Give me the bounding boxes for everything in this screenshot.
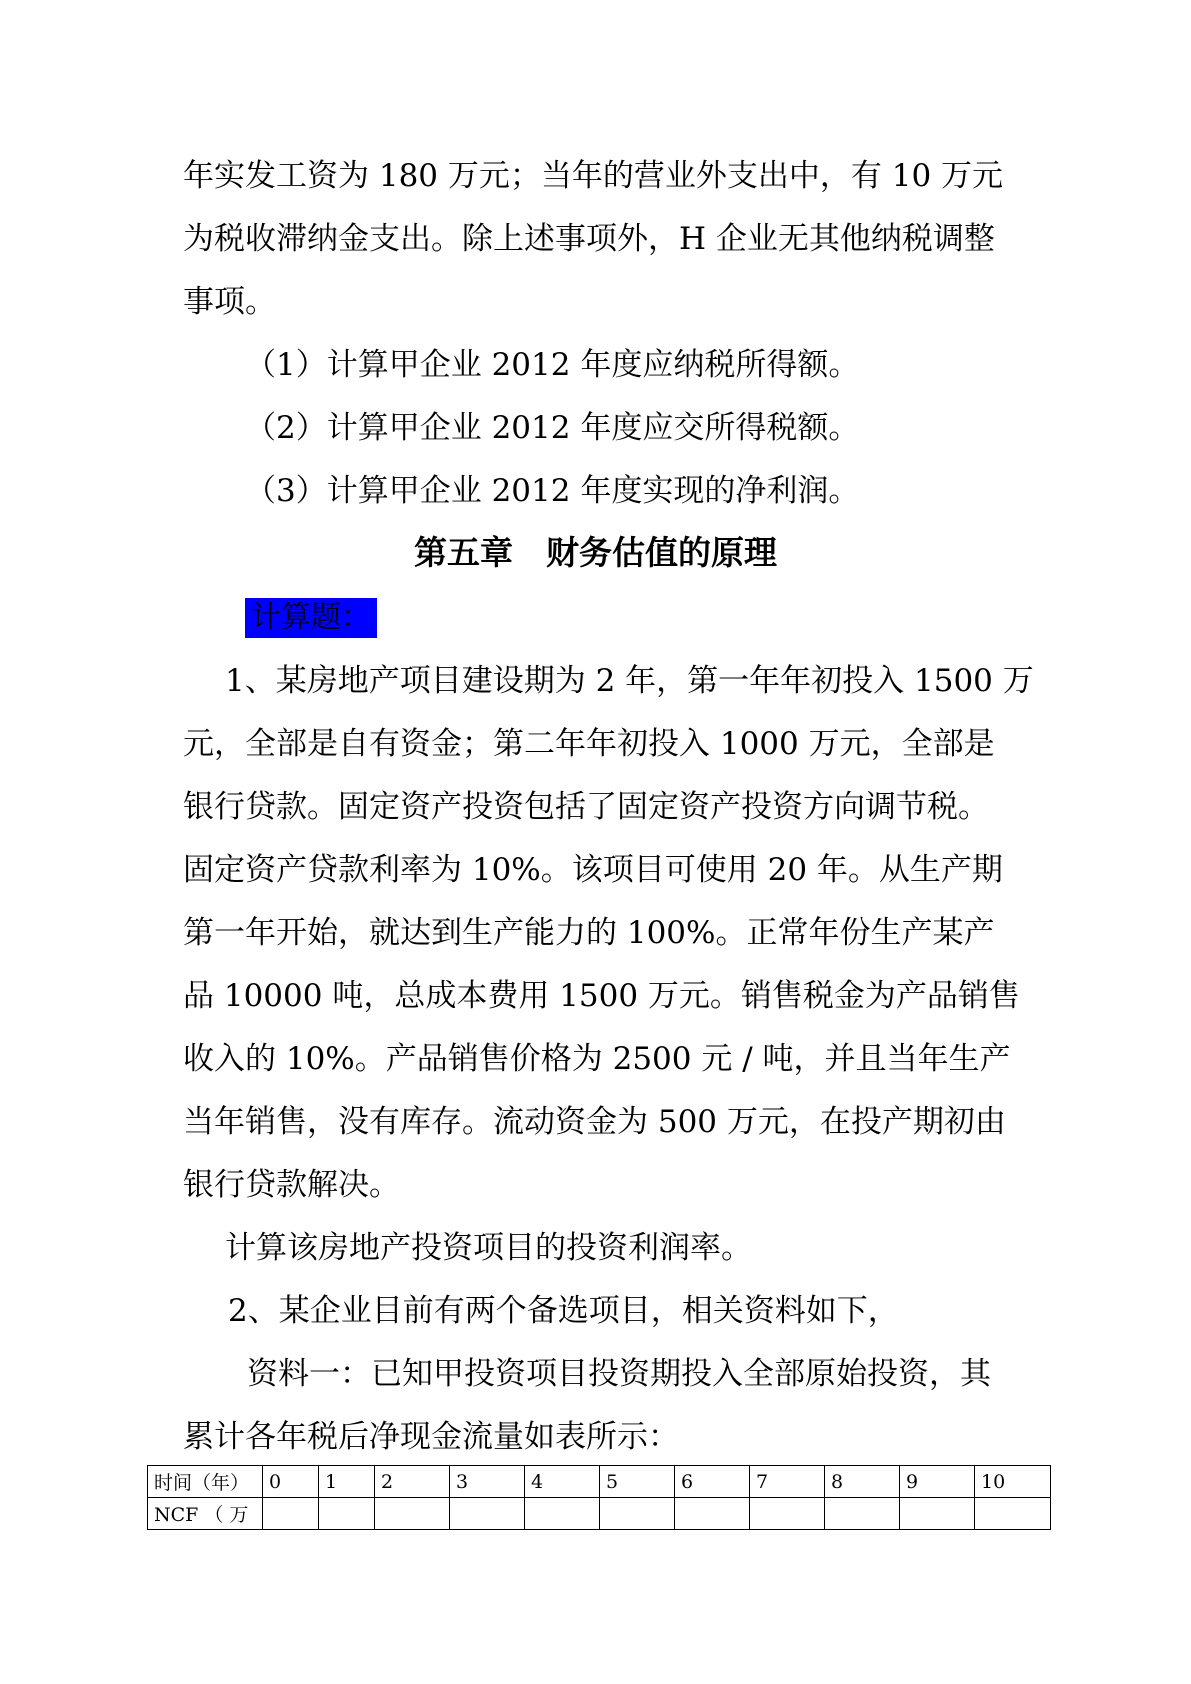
table-cell — [375, 1498, 450, 1530]
table-header-row — [148, 1466, 1051, 1498]
text-line: 2、某企业目前有两个备选项目，相关资料如下， — [228, 1293, 899, 1329]
table-cell — [750, 1498, 825, 1530]
table-cell: 5 — [600, 1466, 675, 1498]
text-line: 固定资产贷款利率为 10%。该项目可使用 20 年。从生产期 — [183, 852, 1003, 888]
text-line: 元，全部是自有资金；第二年年初投入 1000 万元，全部是 — [183, 726, 995, 762]
text-line: 年实发工资为 180 万元；当年的营业外支出中，有 10 万元 — [183, 158, 1004, 194]
paragraph-continuation — [183, 145, 1018, 334]
table-cell — [525, 1498, 600, 1530]
table-cell — [975, 1498, 1051, 1530]
table-cell: 1 — [319, 1466, 375, 1498]
table-cell — [319, 1498, 375, 1530]
problem-2-intro — [228, 1280, 1063, 1343]
text-line: （1）计算甲企业 2012 年度应纳税所得额。 — [245, 347, 860, 383]
question-3 — [245, 460, 1080, 523]
table-cell: 2 — [375, 1466, 450, 1498]
table-cell — [450, 1498, 525, 1530]
table-cell: 7 — [750, 1466, 825, 1498]
problem-1 — [183, 650, 1034, 1217]
chapter-heading: 第五章 财务估值的原理 — [414, 533, 777, 572]
table-cell: 3 — [450, 1466, 525, 1498]
text-line: 银行贷款。固定资产投资包括了固定资产投资方向调节税。 — [183, 789, 989, 825]
table-row-label: NCF （ 万 — [148, 1498, 263, 1530]
text-line: 1、某房地产项目建设期为 2 年，第一年年初投入 1500 万 — [225, 663, 1034, 699]
table-cell: 9 — [900, 1466, 975, 1498]
text-line: 资料一：已知甲投资项目投资期投入全部原始投资，其 — [247, 1356, 991, 1392]
question-1 — [245, 334, 1080, 397]
table-cell — [263, 1498, 319, 1530]
table-cell: 0 — [263, 1466, 319, 1498]
text-line: 事项。 — [183, 284, 276, 320]
text-line: 计算该房地产投资项目的投资利润率。 — [225, 1230, 752, 1266]
text-line: （2）计算甲企业 2012 年度应交所得税额。 — [245, 410, 860, 446]
table-cell: 4 — [525, 1466, 600, 1498]
text-line: 为税收滞纳金支出。除上述事项外，H 企业无其他纳税调整 — [183, 221, 995, 257]
question-2 — [245, 397, 1080, 460]
text-line: 累计各年税后净现金流量如表所示： — [183, 1419, 679, 1455]
table-cell — [900, 1498, 975, 1530]
table-row — [148, 1498, 1051, 1530]
table-cell — [675, 1498, 750, 1530]
table-cell: 8 — [825, 1466, 900, 1498]
table-cell: 10 — [975, 1466, 1051, 1498]
section-label: 计算题： — [245, 598, 377, 638]
text-line: 银行贷款解决。 — [183, 1167, 400, 1203]
text-line: 收入的 10%。产品销售价格为 2500 元 / 吨，并且当年生产 — [183, 1041, 1011, 1077]
text-line: 品 10000 吨，总成本费用 1500 万元。销售税金为产品销售 — [183, 978, 1020, 1014]
text-line: 当年销售，没有库存。流动资金为 500 万元，在投产期初由 — [183, 1104, 1006, 1140]
problem-2-material — [183, 1343, 1018, 1469]
problem-1-question — [225, 1217, 1060, 1280]
table-cell — [825, 1498, 900, 1530]
text-line: 第一年开始，就达到生产能力的 100%。正常年份生产某产 — [183, 915, 995, 951]
text-line: （3）计算甲企业 2012 年度实现的净利润。 — [245, 473, 860, 509]
ncf-table — [147, 1465, 1051, 1530]
table-cell: 6 — [675, 1466, 750, 1498]
table-cell — [600, 1498, 675, 1530]
table-header-label: 时间（年） — [148, 1466, 263, 1498]
